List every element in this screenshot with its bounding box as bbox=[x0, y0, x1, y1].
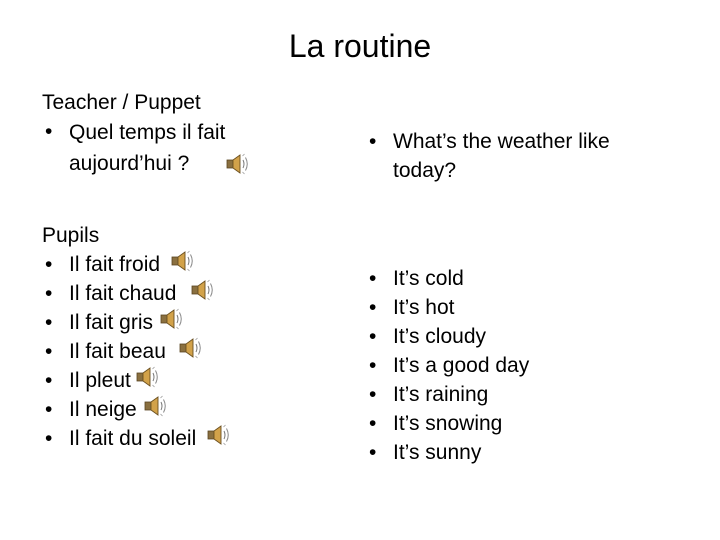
list-item bbox=[366, 293, 686, 322]
list-item bbox=[42, 279, 332, 308]
bullet: • bbox=[369, 130, 377, 153]
list-item bbox=[366, 438, 686, 467]
list-item bbox=[366, 322, 686, 351]
bullet: • bbox=[369, 412, 377, 435]
list-item bbox=[366, 264, 686, 293]
teacher-section bbox=[42, 88, 312, 179]
bullet: • bbox=[369, 325, 377, 348]
list-item bbox=[42, 337, 332, 366]
list-item bbox=[42, 424, 332, 453]
phrase-fr: Il fait du soleil bbox=[69, 427, 197, 450]
bullet: • bbox=[45, 369, 53, 392]
phrase-fr: Il neige bbox=[69, 398, 137, 421]
list-item bbox=[42, 250, 332, 279]
list-item bbox=[366, 380, 686, 409]
bullet: • bbox=[45, 253, 53, 276]
speaker-icon[interactable] bbox=[135, 366, 161, 388]
teacher-question-fr bbox=[42, 117, 312, 179]
phrase-en: It’s snowing bbox=[393, 412, 503, 435]
phrase-en: It’s cloudy bbox=[393, 325, 486, 348]
phrase-en: It’s cold bbox=[393, 267, 464, 290]
bullet: • bbox=[369, 267, 377, 290]
slide-title: La routine bbox=[288, 28, 432, 64]
phrase-fr: Il fait chaud bbox=[69, 282, 177, 305]
bullet: • bbox=[369, 441, 377, 464]
speaker-icon[interactable] bbox=[206, 424, 232, 446]
bullet: • bbox=[45, 120, 53, 143]
list-item bbox=[366, 351, 686, 380]
bullet: • bbox=[369, 296, 377, 319]
list-item bbox=[42, 395, 332, 424]
speaker-icon[interactable] bbox=[143, 395, 169, 417]
list-item bbox=[366, 409, 686, 438]
speaker-icon[interactable] bbox=[159, 308, 185, 330]
phrase-fr: Il fait gris bbox=[69, 311, 154, 334]
pupils-section bbox=[42, 221, 332, 453]
pupils-heading: Pupils bbox=[42, 224, 100, 247]
question-fr-line1: Quel temps il fait bbox=[69, 121, 226, 144]
teacher-translation bbox=[366, 127, 686, 185]
question-fr-text bbox=[69, 117, 251, 179]
teacher-heading: Teacher / Puppet bbox=[42, 91, 201, 114]
phrase-en: It’s sunny bbox=[393, 441, 482, 464]
question-fr-line2: aujourd’hui ? bbox=[69, 152, 190, 175]
bullet: • bbox=[45, 340, 53, 363]
question-en-line2: today? bbox=[393, 159, 457, 182]
bullet: • bbox=[369, 383, 377, 406]
phrase-en: It’s a good day bbox=[393, 354, 530, 377]
speaker-icon[interactable] bbox=[190, 279, 216, 301]
phrase-fr: Il pleut bbox=[69, 369, 131, 392]
phrase-fr: Il fait beau bbox=[69, 340, 166, 363]
list-item bbox=[42, 366, 332, 395]
pupils-translation bbox=[366, 264, 686, 467]
speaker-icon[interactable] bbox=[170, 250, 196, 272]
phrase-en: It’s raining bbox=[393, 383, 489, 406]
phrase-fr: Il fait froid bbox=[69, 253, 161, 276]
bullet: • bbox=[45, 311, 53, 334]
question-en-line1: What’s the weather like bbox=[393, 130, 610, 153]
teacher-question-en bbox=[366, 127, 686, 185]
bullet: • bbox=[45, 282, 53, 305]
speaker-icon[interactable] bbox=[178, 337, 204, 359]
bullet: • bbox=[45, 398, 53, 421]
speaker-icon[interactable] bbox=[225, 153, 251, 175]
bullet: • bbox=[369, 354, 377, 377]
list-item bbox=[42, 308, 332, 337]
phrase-en: It’s hot bbox=[393, 296, 455, 319]
bullet: • bbox=[45, 427, 53, 450]
question-en-text bbox=[393, 127, 610, 185]
